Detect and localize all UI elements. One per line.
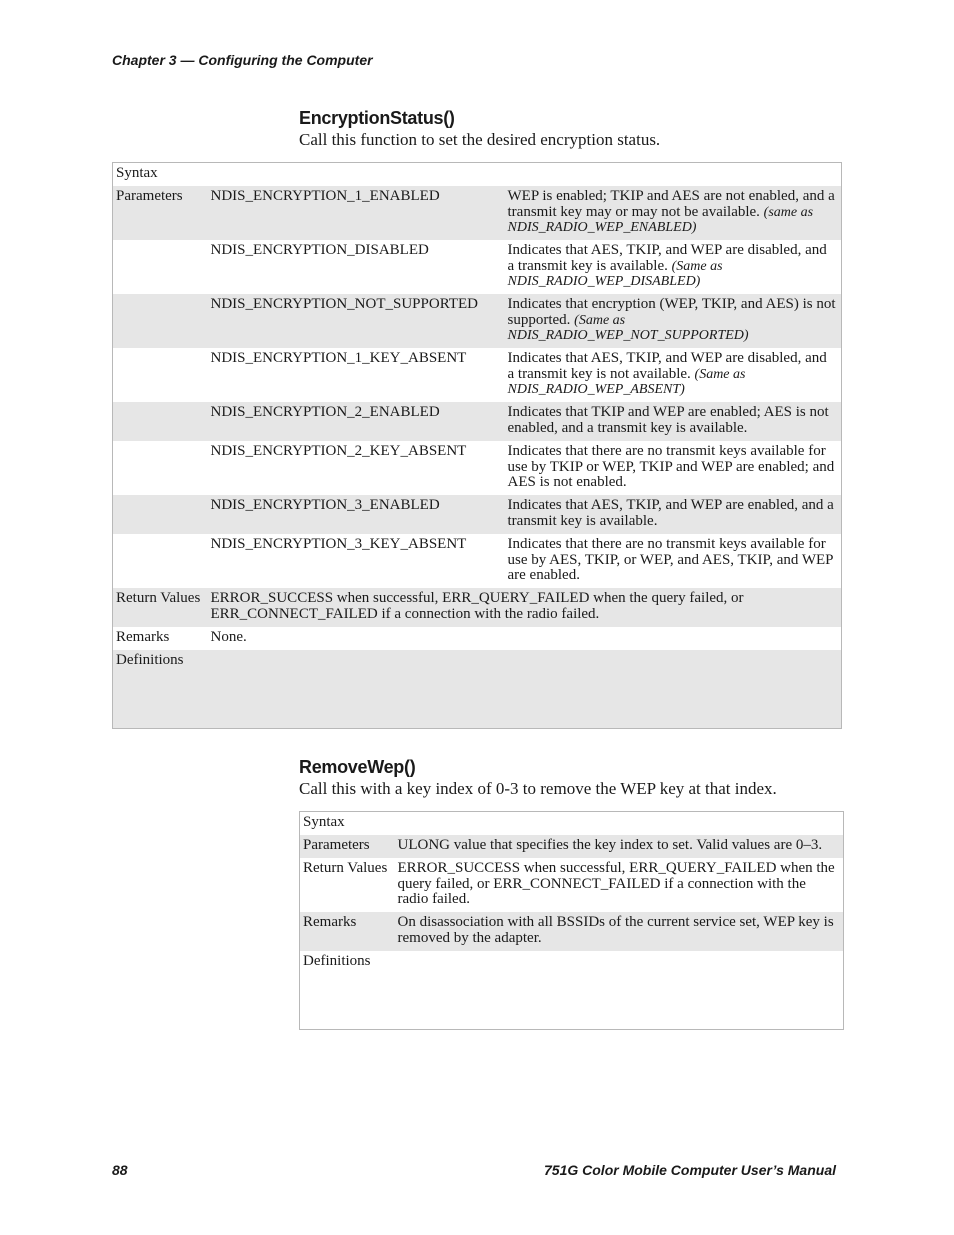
remarks-label: Remarks bbox=[300, 912, 395, 951]
parameter-row bbox=[113, 294, 842, 348]
section-description-encryption-status: Call this function to set the desired encryption status. bbox=[299, 130, 661, 149]
parameter-row bbox=[113, 495, 842, 534]
parameter-row bbox=[113, 348, 842, 402]
parameter-name: NDIS_ENCRYPTION_3_ENABLED bbox=[208, 495, 505, 534]
definitions-row bbox=[113, 650, 842, 729]
parameter-description: WEP is enabled; TKIP and AES are not enabled, and a transmit key may or may not be available. (same as NDIS_RADIO_WEP_ENABLED) bbox=[505, 186, 842, 240]
syntax-row bbox=[113, 163, 842, 187]
return-values-row bbox=[300, 858, 844, 912]
parameter-note: (Same as NDIS_RADIO_WEP_NOT_SUPPORTED) bbox=[507, 312, 749, 343]
parameter-description: Indicates that there are no transmit keys available for use by TKIP or WEP, TKIP and WEP are enabled; and AES is not enabled. bbox=[505, 441, 842, 495]
return-values-label: Return Values bbox=[113, 588, 208, 627]
parameter-description: Indicates that there are no transmit keys available for use by AES, TKIP, or WEP, and AES, TKIP, and WEP are enabled. bbox=[505, 534, 842, 588]
parameter-name: NDIS_ENCRYPTION_DISABLED bbox=[208, 240, 505, 294]
return-values-text: ERROR_SUCCESS when successful, ERR_QUERY_FAILED when the query failed, or ERR_CONNECT_FAILED if a connection with the radio failed. bbox=[208, 588, 842, 627]
parameter-row bbox=[113, 240, 842, 294]
syntax-row bbox=[300, 812, 844, 836]
syntax-label: Syntax bbox=[113, 163, 842, 187]
definitions-label: Definitions bbox=[300, 951, 395, 1030]
parameter-description: Indicates that AES, TKIP, and WEP are disabled, and a transmit key is not available. (Same as NDIS_RADIO_WEP_ABSENT) bbox=[505, 348, 842, 402]
parameters-text: ULONG value that specifies the key index to set. Valid values are 0–3. bbox=[395, 835, 844, 858]
page-number: 88 bbox=[112, 1162, 128, 1178]
parameter-name: NDIS_ENCRYPTION_3_KEY_ABSENT bbox=[208, 534, 505, 588]
parameter-row bbox=[113, 441, 842, 495]
parameter-row bbox=[113, 534, 842, 588]
remarks-row bbox=[300, 912, 844, 951]
parameter-description: Indicates that TKIP and WEP are enabled; AES is not enabled, and a transmit key is available. bbox=[505, 402, 842, 441]
parameter-name: NDIS_ENCRYPTION_1_KEY_ABSENT bbox=[208, 348, 505, 402]
parameter-note: (same as NDIS_RADIO_WEP_ENABLED) bbox=[507, 204, 814, 235]
definitions-label: Definitions bbox=[113, 650, 208, 729]
parameter-note: (Same as NDIS_RADIO_WEP_ABSENT) bbox=[507, 366, 746, 397]
chapter-header: Chapter 3 — Configuring the Computer bbox=[112, 52, 373, 68]
parameter-row bbox=[113, 402, 842, 441]
parameter-description: Indicates that encryption (WEP, TKIP, and AES) is not supported. (Same as NDIS_RADIO_WEP_NOT_SUPPORTED) bbox=[505, 294, 842, 348]
parameter-row bbox=[113, 186, 842, 240]
parameter-description: Indicates that AES, TKIP, and WEP are disabled, and a transmit key is available. (Same as NDIS_RADIO_WEP_DISABLED) bbox=[505, 240, 842, 294]
parameter-name: NDIS_ENCRYPTION_2_ENABLED bbox=[208, 402, 505, 441]
parameters-label: Parameters bbox=[300, 835, 395, 858]
remove-wep-table bbox=[299, 811, 844, 1030]
return-values-row bbox=[113, 588, 842, 627]
parameters-row bbox=[300, 835, 844, 858]
return-values-label: Return Values bbox=[300, 858, 395, 912]
remarks-text: On disassociation with all BSSIDs of the current service set, WEP key is removed by the adapter. bbox=[395, 912, 844, 951]
section-description-remove-wep: Call this with a key index of 0-3 to remove the WEP key at that index. bbox=[299, 779, 777, 798]
parameter-name: NDIS_ENCRYPTION_NOT_SUPPORTED bbox=[208, 294, 505, 348]
definitions-row bbox=[300, 951, 844, 1030]
parameter-name: NDIS_ENCRYPTION_2_KEY_ABSENT bbox=[208, 441, 505, 495]
return-values-text: ERROR_SUCCESS when successful, ERR_QUERY_FAILED when the query failed, or ERR_CONNECT_FAILED if a connection with the radio failed. bbox=[395, 858, 844, 912]
encryption-status-table bbox=[112, 162, 842, 729]
manual-title: 751G Color Mobile Computer User’s Manual bbox=[544, 1162, 836, 1178]
remarks-row bbox=[113, 627, 842, 650]
remarks-text: None. bbox=[208, 627, 842, 650]
remarks-label: Remarks bbox=[113, 627, 208, 650]
parameters-label: Parameters bbox=[113, 186, 208, 240]
parameter-note: (Same as NDIS_RADIO_WEP_DISABLED) bbox=[507, 258, 723, 289]
parameter-name: NDIS_ENCRYPTION_1_ENABLED bbox=[208, 186, 505, 240]
section-title-encryption-status: EncryptionStatus() bbox=[299, 108, 455, 128]
syntax-label: Syntax bbox=[300, 812, 844, 836]
parameter-description: Indicates that AES, TKIP, and WEP are enabled, and a transmit key is available. bbox=[505, 495, 842, 534]
section-title-remove-wep: RemoveWep() bbox=[299, 757, 416, 777]
